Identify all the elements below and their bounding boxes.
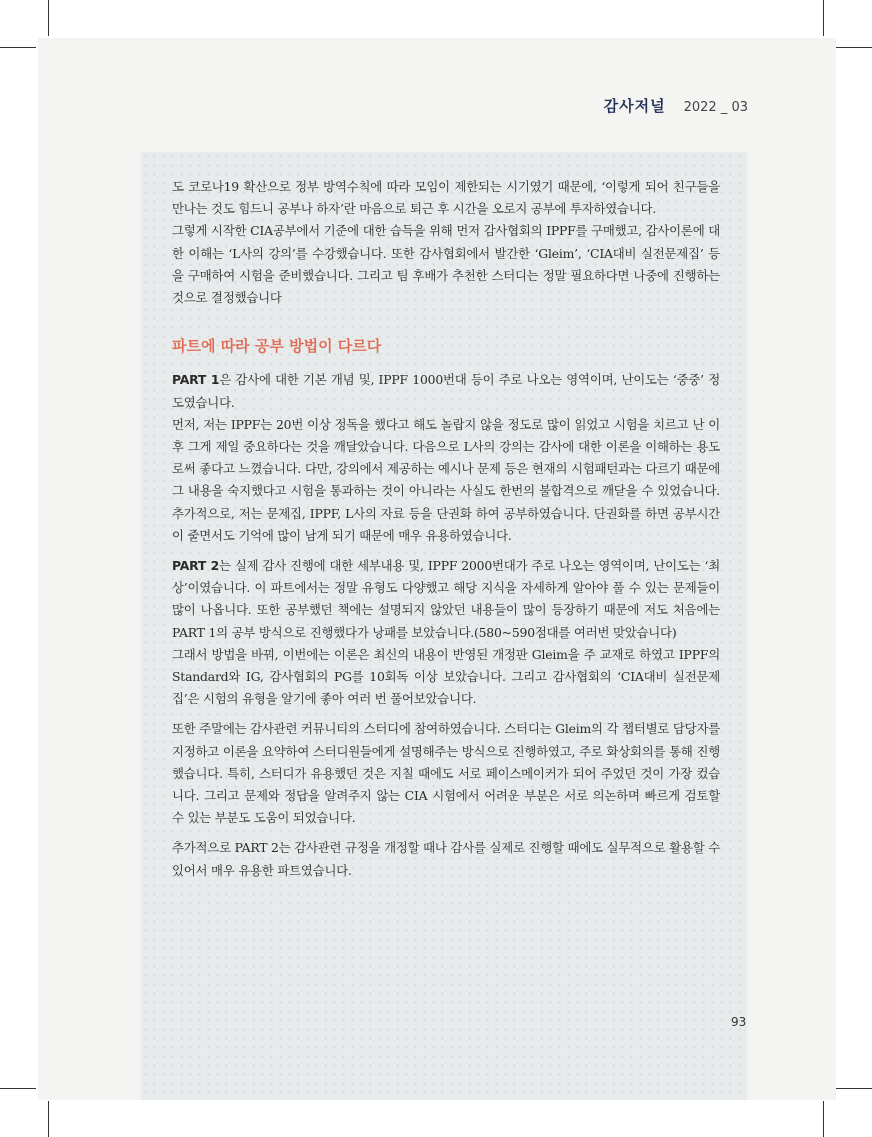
crop-mark: [0, 47, 36, 48]
paragraph: 그래서 방법을 바꿔, 이번에는 이론은 최신의 내용이 반영된 개정판 Gleim을 주 교재로 하였고 IPPF의 Standard와 IG, 감사협회의 PG를 10회독 이상 보았습니다. 그리고 감사협회의 ‘CIA대비 실전문제집’은 시험의 유형을 알기에 좋아 여러 번 풀어보았습니다.: [172, 646, 720, 707]
crop-mark: [0, 1088, 36, 1089]
paragraph: 먼저, 저는 IPPF는 20번 이상 정독을 했다고 해도 놀랍지 않을 정도로 많이 읽었고 시험을 치르고 난 이후 그게 제일 중요하다는 것을 깨달았습니다. 다음으로 L사의 강의는 감사에 대한 이론을 이해하는 용도로써 좋다고 느꼈습니다. 다만, 강의에서 제공하는 예시나 문제 등은 현재의 시험패턴과는 다르기 때문에 그 내용을 숙지했다고 시험을 통과하는 것이 아니라는 사실도 한번의 불합격으로 깨닫을 수 있었습니다. 추가적으로, 저는 문제집, IPPF, L사의 자료 등을 단권화 하여 공부하였습니다. 단권화를 하면 공부시간이 줄면서도 기억에 많이 남게 되기 때문에 매우 유용하였습니다.: [172, 416, 720, 543]
article-body: [172, 176, 720, 882]
paragraph: 추가적으로 PART 2는 감사관련 규정을 개정할 때나 감사를 실제로 진행할 때에도 실무적으로 활용할 수 있어서 매우 유용한 파트였습니다.: [172, 840, 721, 878]
crop-mark: [48, 1101, 49, 1137]
journal-title: 감사저널: [603, 97, 666, 115]
part2-text: 는 실제 감사 진행에 대한 세부내용 및, IPPF 2000번대가 주로 나오는 영역이며, 난이도는 ‘최상’이였습니다. 이 파트에서는 정말 유형도 다양했고 해당 지식을 자세하게 알아야 풀 수 있는 문제들이 많이 나옵니다. 또한 공부했던 책에는 설명되지 않았던 내용들이 많이 등장하기 때문에 저도 처음에는 PART 1의 공부 방식으로 진행했다가 낭패를 보았습니다.(580~590점대를 여러번 맞았습니다): [172, 558, 720, 640]
running-header: [604, 95, 748, 116]
part2-label: PART 2: [172, 558, 220, 574]
crop-mark: [823, 0, 824, 36]
crop-mark: [48, 0, 49, 36]
paragraph: 또한 주말에는 감사관련 커뮤니티의 스터디에 참여하였습니다. 스터디는 Gleim의 각 챕터별로 담당자를 지정하고 이론을 요약하여 스터디원들에게 설명해주는 방식으로 진행하였고, 주로 화상회의를 통해 진행했습니다. 특히, 스터디가 유용했던 것은 지칠 때에도 서로 페이스메이커가 되어 주었던 것이 가장 컸습니다. 그리고 문제와 정답을 알려주지 않는 CIA 시험에서 어려운 부분은 서로 의논하며 빠르게 검토할 수 있는 부분도 도움이 되었습니다.: [172, 721, 720, 826]
section-heading: 파트에 따라 공부 방법이 다르다: [172, 337, 382, 356]
crop-mark: [836, 1088, 872, 1089]
issue-number: 2022 _ 03: [683, 100, 748, 115]
part1-text: 은 감사에 대한 기본 개념 및, IPPF 1000번대 등이 주로 나오는 영역이며, 난이도는 ‘중중’ 정도였습니다.: [172, 372, 720, 410]
paragraph: 그렇게 시작한 CIA공부에서 기준에 대한 습득을 위해 먼저 감사협회의 IPPF를 구매했고, 감사이론에 대한 이해는 ‘L사의 강의’를 수강했습니다. 또한 감사협회에서 발간한 ‘Gleim’, ‘CIA대비 실전문제집’ 등을 구매하여 시험을 준비했습니다. 그리고 팀 후배가 추천한 스터디는 정말 필요하다면 나중에 진행하는 것으로 결정했습니다: [172, 223, 720, 306]
part1-label: PART 1: [172, 372, 220, 388]
page-number: 93: [731, 1015, 747, 1029]
part1-paragraph: [172, 369, 720, 413]
crop-mark: [836, 47, 872, 48]
part2-paragraph: [172, 555, 720, 644]
crop-mark: [823, 1101, 824, 1137]
paragraph: 도 코로나19 확산으로 정부 방역수칙에 따라 모임이 제한되는 시기였기 때문에, ‘이렇게 되어 친구들을 만나는 것도 힘드니 공부나 하자’란 마음으로 퇴근 후 시간을 오로지 공부에 투자하였습니다.: [172, 179, 720, 217]
